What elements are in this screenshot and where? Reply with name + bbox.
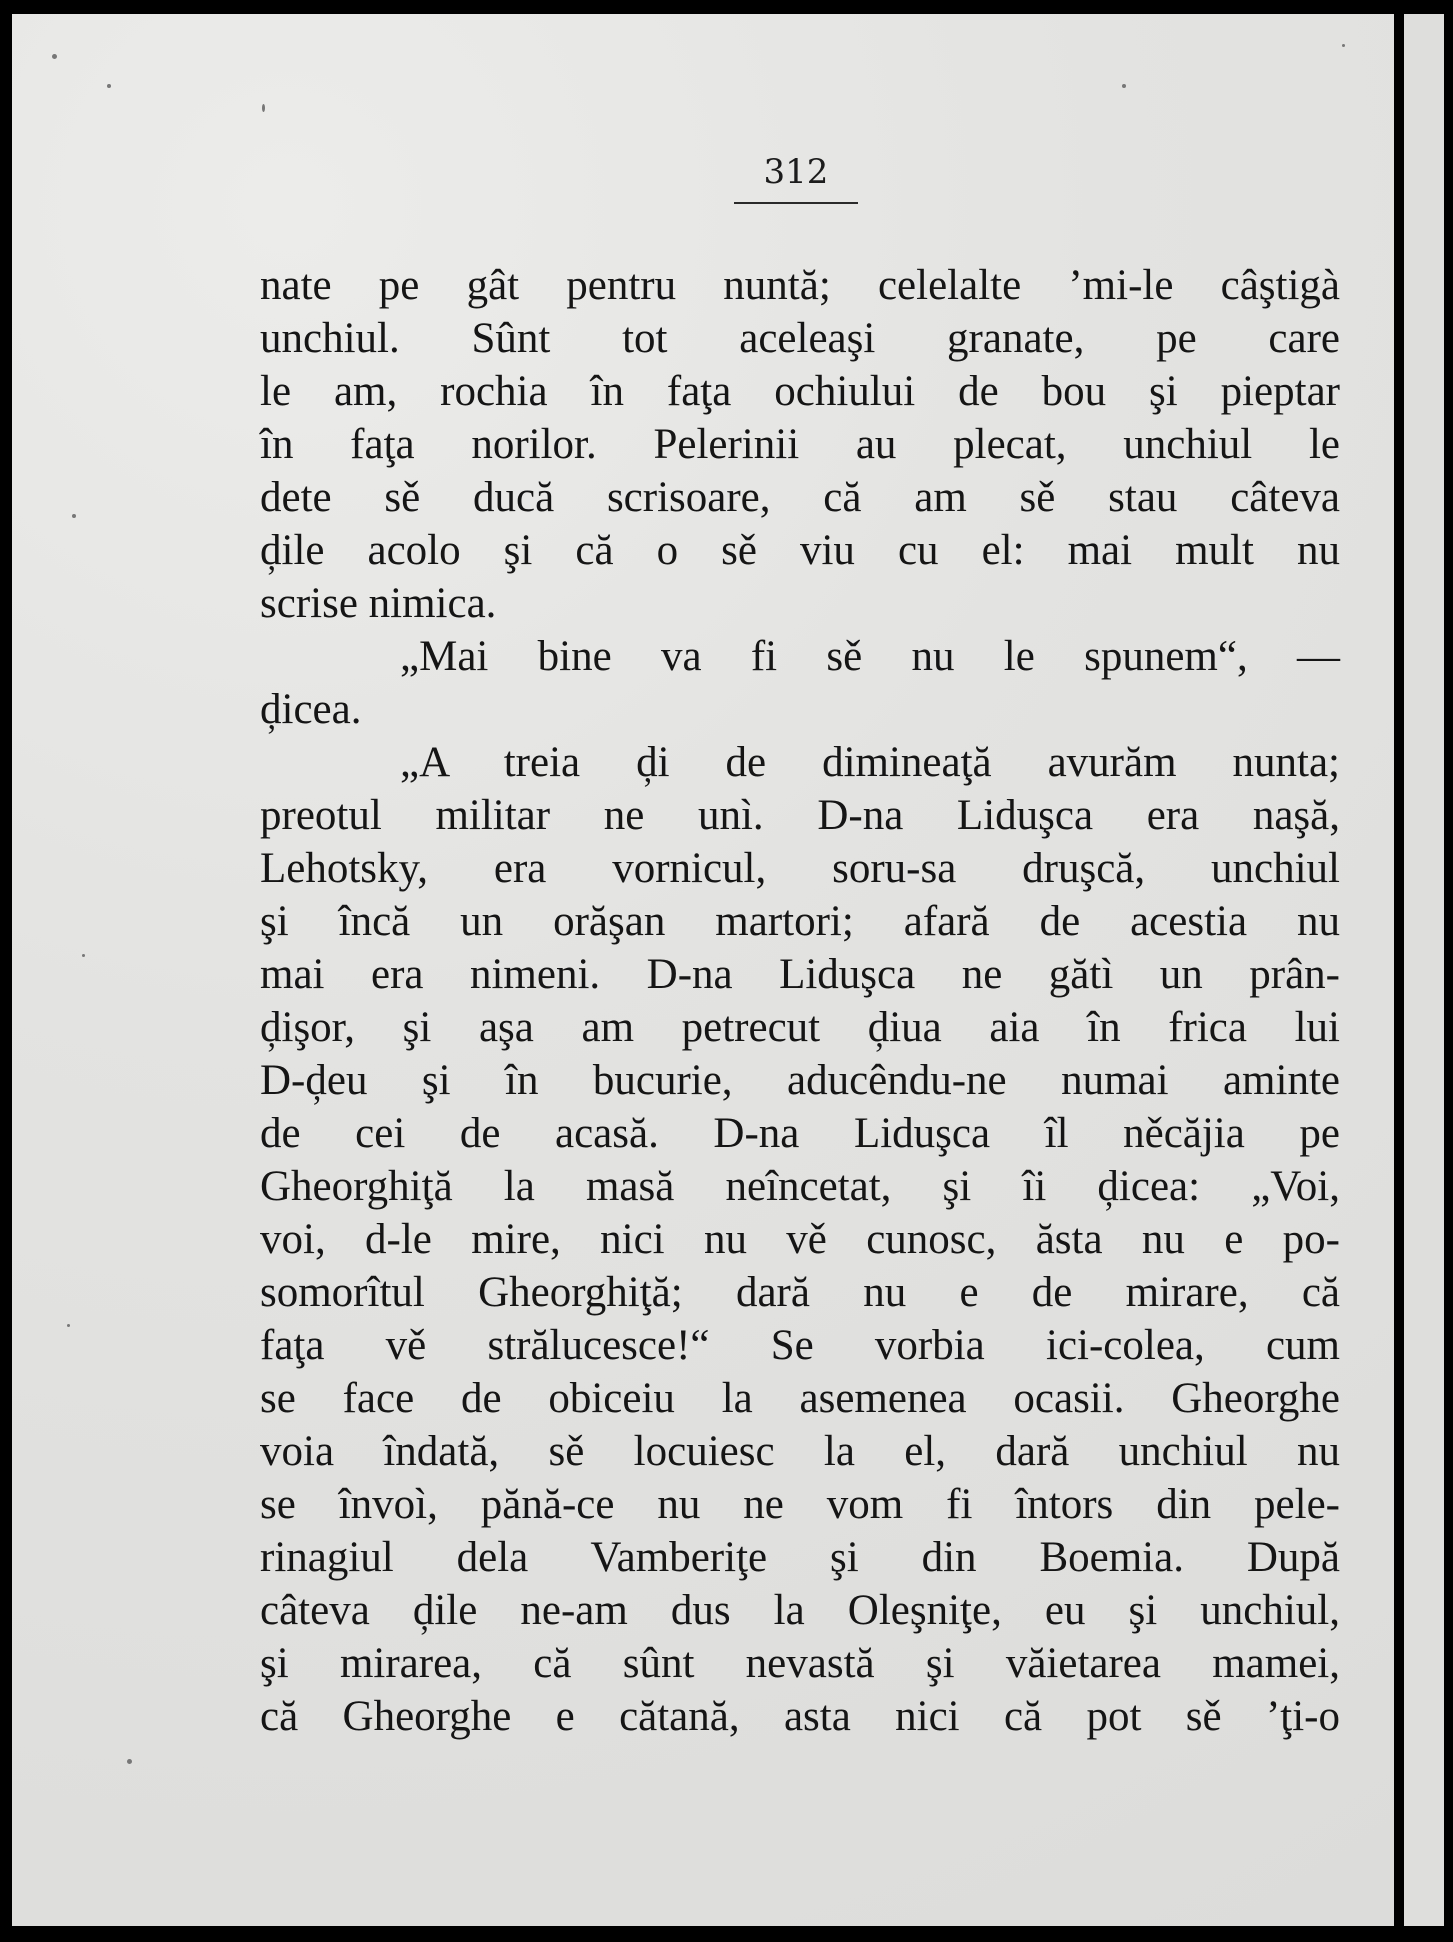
text-line: mai era nimeni. D-na Liduşca ne gătì un prân- <box>260 951 1340 998</box>
text-line: faţa vě strălucesce!“ Se vorbia ici-colea, cum <box>260 1322 1340 1369</box>
body-text <box>260 259 1340 1743</box>
text-line: se învoì, pănă-ce nu ne vom fi întors din pele- <box>260 1481 1340 1528</box>
text-line: scrise nimica. <box>260 580 497 627</box>
page-number: 312 <box>763 152 829 192</box>
text-line: nate pe gât pentru nuntă; celelalte ’mi-le câştigà <box>260 262 1340 309</box>
text-line: ḑicea. <box>260 686 362 733</box>
text-line: în faţa norilor. Pelerinii au plecat, unchiul le <box>260 421 1340 468</box>
text-line: preotul militar ne unì. D-na Liduşca era naşă, <box>260 792 1340 839</box>
text-line: le am, rochia în faţa ochiului de bou şi pieptar <box>260 368 1340 415</box>
text-line: Lehotsky, era vornicul, soru-sa druşcă, unchiul <box>260 845 1340 892</box>
book-page <box>12 14 1394 1926</box>
text-line: „A treia ḑi de dimineaţă avurăm nunta; <box>400 739 1340 786</box>
text-line: unchiul. Sûnt tot aceleaşi granate, pe care <box>260 315 1340 362</box>
text-line: somorîtul Gheorghiţă; dară nu e de mirare, că <box>260 1269 1340 1316</box>
text-line: se face de obiceiu la asemenea ocasii. Gheorghe <box>260 1375 1340 1422</box>
text-line: dete sě ducă scrisoare, că am sě stau câteva <box>260 474 1340 521</box>
text-line: de cei de acasă. D-na Liduşca îl něcăjia pe <box>260 1110 1340 1157</box>
text-line: şi mirarea, că sûnt nevastă şi văietarea mamei, <box>260 1640 1340 1687</box>
text-line: Gheorghiţă la masă neîncetat, şi îi ḑicea: „Voi, <box>260 1163 1340 1210</box>
text-line: că Gheorghe e cătană, asta nici că pot sě ’ţi-o <box>260 1693 1340 1740</box>
text-line: ḑile acolo şi că o sě viu cu el: mai mult nu <box>260 527 1340 574</box>
text-line: şi încă un orăşan martori; afară de acestia nu <box>260 898 1340 945</box>
text-line: „Mai bine va fi sě nu le spunem“, — <box>400 633 1340 680</box>
text-line: voia îndată, sě locuiesc la el, dară unchiul nu <box>260 1428 1340 1475</box>
text-line: câteva ḑile ne-am dus la Oleşniţe, eu şi unchiul, <box>260 1587 1340 1634</box>
text-line: voi, d-le mire, nici nu vě cunosc, ăsta nu e po- <box>260 1216 1340 1263</box>
adjacent-page-edge <box>1404 14 1444 1926</box>
text-line: rinagiul dela Vamberiţe şi din Boemia. După <box>260 1534 1340 1581</box>
text-line: D-ḑeu şi în bucurie, aducêndu-ne numai aminte <box>260 1057 1340 1104</box>
page-number-rule <box>734 202 858 204</box>
text-line: ḑişor, şi aşa am petrecut ḑiua aia în frica lui <box>260 1004 1340 1051</box>
